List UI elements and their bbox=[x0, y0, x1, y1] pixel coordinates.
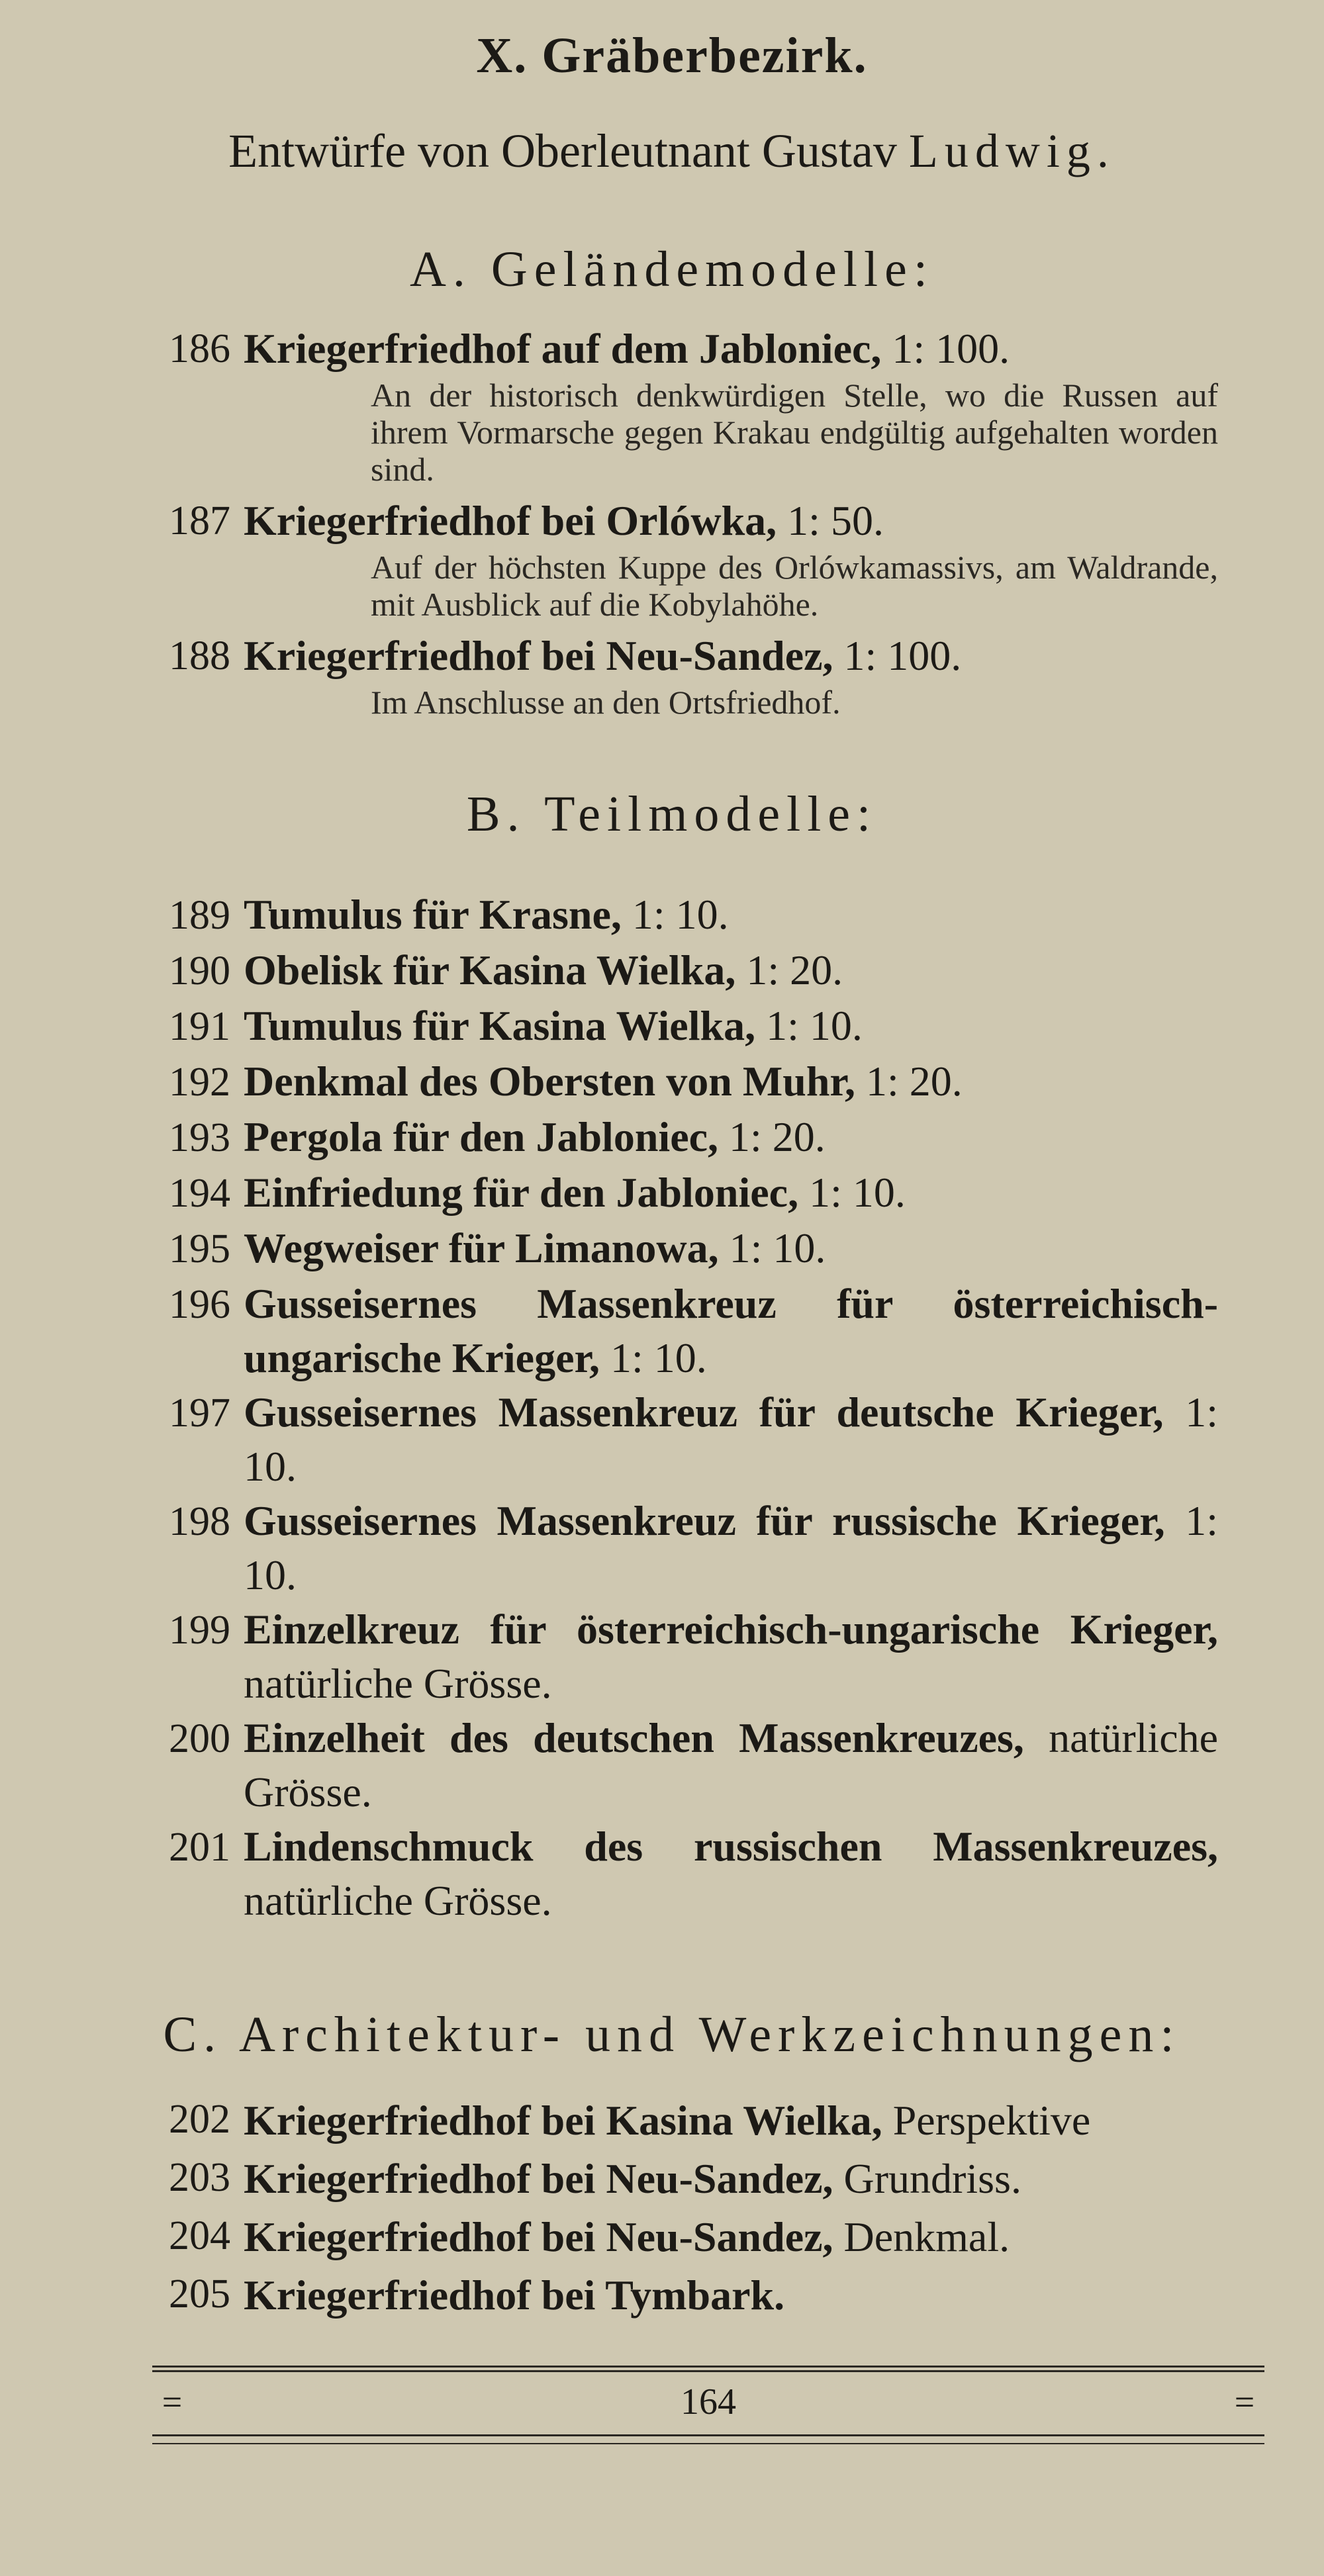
entry-number: 189 bbox=[169, 893, 230, 939]
list-item bbox=[126, 1054, 1218, 1110]
entry-title: Kriegerfriedhof auf dem Jabloniec, bbox=[244, 324, 882, 372]
entry-number: 190 bbox=[169, 948, 230, 994]
list-item bbox=[126, 1494, 1218, 1602]
entry-title: Einzelkreuz für österreichisch-ungarische Krieger, bbox=[244, 1606, 1218, 1653]
entry-title: Kriegerfriedhof bei Neu-Sandez, bbox=[244, 2154, 833, 2202]
entry-number: 188 bbox=[169, 633, 230, 678]
subheading bbox=[126, 124, 1218, 177]
list-item bbox=[126, 943, 1218, 999]
entry-number: 198 bbox=[169, 1499, 230, 1545]
list-item bbox=[126, 888, 1218, 943]
list-item bbox=[126, 628, 1218, 684]
footer-left-mark: = bbox=[162, 2382, 183, 2422]
entry-title: Denkmal des Obersten von Muhr, bbox=[244, 1058, 855, 1105]
entry-detail: Perspektive bbox=[892, 2096, 1091, 2144]
entry-number: 199 bbox=[169, 1608, 230, 1653]
list-item bbox=[126, 2150, 1218, 2208]
entry-title: Gusseisernes Massenkreuz für österreichisch-ungarische Krieger, bbox=[244, 1280, 1218, 1382]
entry-title: Gusseisernes Massenkreuz für russische Krieger, bbox=[244, 1497, 1165, 1545]
footer-rule bbox=[152, 2443, 1264, 2444]
entry-title: Kriegerfriedhof bei Orlówka, bbox=[244, 496, 777, 544]
entry-title: Tumulus für Krasne, bbox=[244, 891, 622, 939]
section-b-list bbox=[126, 888, 1218, 1928]
entry-scale: 1: 10. bbox=[766, 1002, 863, 1050]
entry-number: 203 bbox=[169, 2154, 230, 2200]
entry-scale: 1: 20. bbox=[729, 1113, 826, 1161]
entry-number: 195 bbox=[169, 1226, 230, 1272]
entry-number: 194 bbox=[169, 1171, 230, 1217]
entry-title: Obelisk für Kasina Wielka, bbox=[244, 946, 736, 994]
section-c-title: C. Architektur- und Werkzeichnungen: bbox=[163, 2007, 1181, 2063]
section-b-title: B. Teilmodelle: bbox=[466, 786, 878, 842]
entry-title: Lindenschmuck des russischen Massenkreuzes, bbox=[244, 1823, 1218, 1870]
page-number: 164 bbox=[681, 2381, 736, 2422]
entry-title: Pergola für den Jabloniec, bbox=[244, 1113, 718, 1161]
entry-number: 187 bbox=[169, 498, 230, 543]
subheading-name: Ludwig. bbox=[908, 124, 1115, 177]
entry-title: Einfriedung für den Jabloniec, bbox=[244, 1169, 799, 1217]
list-item bbox=[126, 2266, 1218, 2324]
entry-scale: 1: 10. bbox=[809, 1169, 906, 1217]
page-heading: X. Gräberbezirk. bbox=[476, 28, 868, 83]
entry-title: Wegweiser für Limanowa, bbox=[244, 1224, 719, 1272]
entry-note: An der historisch denkwürdigen Stelle, wo die Russen auf ihrem Vormarsche gegen Krakau endgültig aufgehalten worden sind. bbox=[371, 376, 1218, 488]
footer-right-mark: = bbox=[1234, 2382, 1255, 2422]
entry-scale: 1: 100. bbox=[843, 631, 962, 679]
entry-note: Auf der höchsten Kuppe des Orlówkamassivs, am Waldrande, mit Ausblick auf die Kobylahöhe. bbox=[371, 548, 1218, 623]
list-item bbox=[126, 999, 1218, 1054]
entry-detail: Denkmal. bbox=[843, 2213, 1010, 2260]
list-item bbox=[126, 1602, 1218, 1711]
section-a-title: A. Geländemodelle: bbox=[409, 242, 934, 297]
entry-title: Gusseisernes Massenkreuz für deutsche Krieger, bbox=[244, 1389, 1164, 1436]
section-a-list bbox=[126, 321, 1218, 721]
entry-title: Tumulus für Kasina Wielka, bbox=[244, 1002, 756, 1050]
entry-detail: Grundriss. bbox=[843, 2154, 1021, 2202]
entry-title: Kriegerfriedhof bei Kasina Wielka, bbox=[244, 2096, 882, 2144]
entry-scale: 1: 10. bbox=[729, 1224, 826, 1272]
entry-scale: natürliche Grösse. bbox=[244, 1714, 1218, 1816]
entry-number: 192 bbox=[169, 1060, 230, 1105]
footer-rule bbox=[152, 2434, 1264, 2436]
entry-scale: 1: 50. bbox=[787, 496, 884, 544]
entry-number: 204 bbox=[169, 2213, 230, 2258]
entry-title: Kriegerfriedhof bei Neu-Sandez, bbox=[244, 631, 833, 679]
entry-scale: 1: 100. bbox=[892, 324, 1010, 372]
list-item bbox=[126, 493, 1218, 549]
entry-scale: natürliche Grösse. bbox=[244, 1877, 552, 1925]
entry-number: 202 bbox=[169, 2096, 230, 2142]
entry-number: 200 bbox=[169, 1716, 230, 1762]
entry-scale: 1: 10. bbox=[632, 891, 729, 939]
catalog-page bbox=[0, 30, 1324, 2576]
entry-scale: 1: 10. bbox=[244, 1389, 1219, 1491]
list-item bbox=[126, 1819, 1218, 1928]
list-item bbox=[126, 1711, 1218, 1819]
entry-number: 196 bbox=[169, 1282, 230, 1328]
entry-scale: 1: 20. bbox=[746, 946, 843, 994]
page-footer bbox=[152, 2366, 1264, 2444]
list-item bbox=[126, 2092, 1218, 2150]
section-c-list bbox=[126, 2092, 1218, 2324]
entry-title: Kriegerfriedhof bei Neu-Sandez, bbox=[244, 2213, 833, 2260]
list-item bbox=[126, 1166, 1218, 1221]
list-item bbox=[126, 1277, 1218, 1385]
entry-number: 205 bbox=[169, 2271, 230, 2317]
entry-number: 186 bbox=[169, 326, 230, 371]
entry-note: Im Anschlusse an den Ortsfriedhof. bbox=[371, 683, 841, 721]
entry-scale: 1: 20. bbox=[865, 1058, 963, 1105]
entry-number: 193 bbox=[169, 1115, 230, 1161]
entry-title: Einzelheit des deutschen Massenkreuzes, bbox=[244, 1714, 1024, 1762]
entry-scale: 1: 10. bbox=[244, 1497, 1219, 1599]
list-item bbox=[126, 1110, 1218, 1166]
entry-number: 191 bbox=[169, 1004, 230, 1050]
entry-number: 201 bbox=[169, 1825, 230, 1870]
subheading-prefix: Entwürfe von Oberleutnant Gustav bbox=[228, 124, 897, 177]
entry-title: Kriegerfriedhof bei Tymbark. bbox=[244, 2271, 785, 2319]
entry-scale: natürliche Grösse. bbox=[244, 1660, 552, 1708]
list-item bbox=[126, 1385, 1218, 1494]
entry-number: 197 bbox=[169, 1391, 230, 1436]
list-item bbox=[126, 1221, 1218, 1277]
entry-scale: 1: 10. bbox=[610, 1334, 707, 1382]
footer-rule bbox=[152, 2366, 1264, 2368]
list-item bbox=[126, 321, 1218, 377]
list-item bbox=[126, 2208, 1218, 2266]
